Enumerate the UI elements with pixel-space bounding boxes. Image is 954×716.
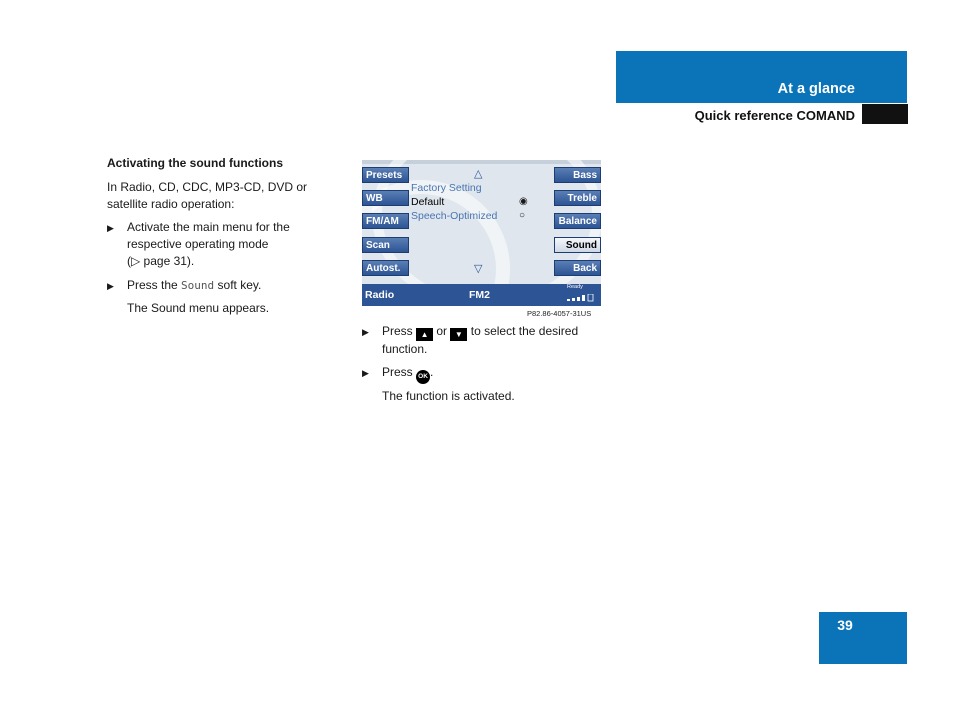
step-text: soft key.	[217, 278, 262, 292]
menu-item-default[interactable]: Default	[411, 196, 445, 208]
scroll-up-icon[interactable]: △	[474, 168, 483, 180]
status-mode: Radio	[365, 289, 395, 301]
bullet-icon: ▶	[362, 327, 369, 337]
step-line: Activate the main menu for the	[127, 220, 290, 234]
step-text: Press	[382, 324, 413, 338]
figure-caption: P82.86-4057-31US	[527, 309, 592, 318]
signal-strength-icon	[567, 293, 597, 301]
step-text: or	[436, 324, 448, 338]
softkey-fm-am[interactable]: FM/AM	[362, 213, 409, 229]
page-reference: (▷ page 31).	[127, 254, 195, 268]
section-title: At a glance	[777, 81, 855, 97]
step-text: .	[430, 365, 434, 379]
status-band: FM2	[469, 289, 490, 301]
subsection-title: Quick reference COMAND	[694, 108, 855, 123]
comand-sound-screen	[362, 160, 601, 306]
scroll-down-icon[interactable]: ▽	[474, 263, 483, 275]
step-text: Press the	[127, 278, 178, 292]
arrow-down-key-icon: ▼	[450, 328, 467, 341]
subsection-marker	[862, 104, 908, 124]
softkey-back[interactable]: Back	[554, 260, 601, 276]
step-line: respective operating mode	[127, 237, 269, 251]
softkey-bass[interactable]: Bass	[554, 167, 601, 183]
softkey-scan[interactable]: Scan	[362, 237, 409, 253]
ok-button-icon: OK	[416, 370, 430, 384]
result-text: The function is activated.	[382, 389, 515, 403]
bullet-icon: ▶	[107, 281, 114, 291]
softkey-wb[interactable]: WB	[362, 190, 409, 206]
status-bar	[362, 284, 601, 306]
step-press-ok	[382, 364, 612, 384]
intro-text: In Radio, CD, CDC, MP3-CD, DVD or satellite radio operation:	[107, 180, 308, 211]
step-press-sound	[127, 277, 327, 294]
sound-softkey-label: Sound	[181, 279, 215, 292]
step-activate-main-menu	[127, 219, 327, 270]
step-text: Press	[382, 365, 413, 379]
radio-unselected-icon[interactable]: ○	[519, 210, 526, 221]
softkey-presets[interactable]: Presets	[362, 167, 409, 183]
bullet-icon: ▶	[107, 223, 114, 233]
step-line	[382, 323, 612, 341]
softkey-autost[interactable]: Autost.	[362, 260, 409, 276]
radio-selected-icon[interactable]: ◉	[519, 196, 528, 207]
page-number: 39	[837, 617, 853, 633]
step-text: to select the desired	[470, 324, 579, 338]
status-ready: Ready	[567, 284, 583, 290]
step-line: function.	[382, 342, 428, 356]
menu-heading-factory-setting: Factory Setting	[411, 182, 482, 194]
softkey-balance[interactable]: Balance	[554, 213, 601, 229]
bullet-icon: ▶	[362, 368, 369, 378]
softkey-treble[interactable]: Treble	[554, 190, 601, 206]
softkey-sound[interactable]: Sound	[554, 237, 601, 253]
menu-item-speech-optimized[interactable]: Speech-Optimized	[411, 210, 498, 222]
arrow-up-key-icon: ▲	[416, 328, 433, 341]
result-text: The Sound menu appears.	[127, 301, 270, 315]
sound-functions-heading: Activating the sound functions	[107, 156, 283, 170]
step-select-function	[382, 323, 612, 358]
